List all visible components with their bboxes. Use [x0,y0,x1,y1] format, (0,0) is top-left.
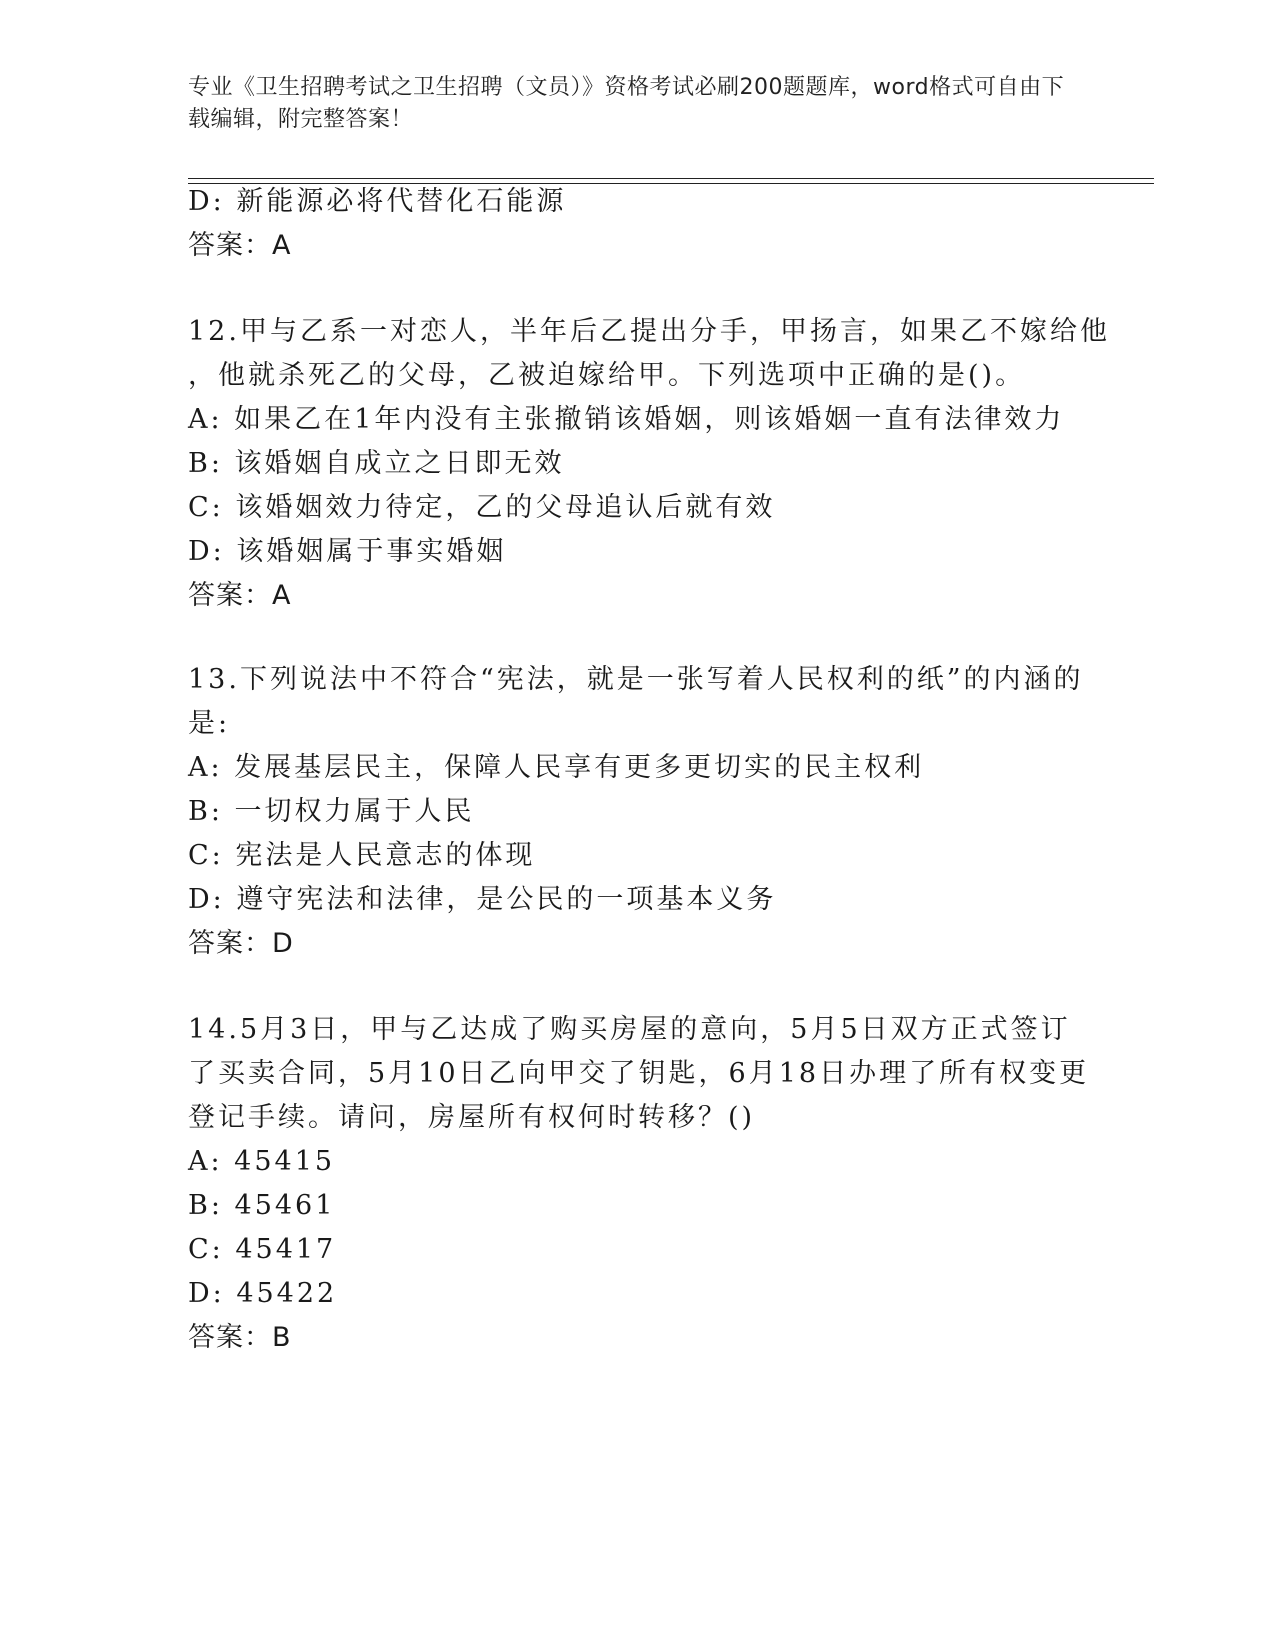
question-stem-line: 是: [188,708,231,739]
option-c: C: 45417 [188,1234,337,1265]
answer-line: 答案：A [188,230,292,261]
option-b: B: 45461 [188,1190,336,1221]
answer-line: 答案：A [188,580,292,611]
document-header [188,72,1068,136]
question-stem-line: ，他就杀死乙的父母，乙被迫嫁给甲。下列选项中正确的是()。 [188,360,1026,391]
question-stem-line: 13.下列说法中不符合“宪法，就是一张写着人民权利的纸”的内涵的 [188,664,1084,695]
option-a: A: 如果乙在1年内没有主张撤销该婚姻，则该婚姻一直有法律效力 [188,404,1065,435]
question-stem-line: 12.甲与乙系一对恋人，半年后乙提出分手，甲扬言，如果乙不嫁给他 [188,316,1110,347]
header-title: 专业《卫生招聘考试之卫生招聘（文员）》资格考试必刷200题题库，word格式可自由下载编辑，附完整答案！ [188,75,1065,132]
question-stem-line: 登记手续。请问，房屋所有权何时转移？() [188,1102,756,1133]
answer-line: 答案：B [188,1322,292,1353]
option-a: A: 发展基层民主，保障人民享有更多更切实的民主权利 [188,752,925,783]
option-d: D: 新能源必将代替化石能源 [188,186,567,217]
option-b: B: 一切权力属于人民 [188,796,475,827]
option-d: D: 45422 [188,1278,338,1309]
option-c: C: 宪法是人民意志的体现 [188,840,536,871]
header-divider-top [188,178,1154,179]
option-b: B: 该婚姻自成立之日即无效 [188,448,565,479]
question-stem-line: 了买卖合同，5月10日乙向甲交了钥匙，6月18日办理了所有权变更 [188,1058,1090,1089]
question-stem-line: 14.5月3日，甲与乙达成了购买房屋的意向，5月5日双方正式签订 [188,1014,1071,1045]
option-d: D: 该婚姻属于事实婚姻 [188,536,507,567]
option-a: A: 45415 [188,1146,336,1177]
option-d: D: 遵守宪法和法律，是公民的一项基本义务 [188,884,777,915]
option-c: C: 该婚姻效力待定，乙的父母追认后就有效 [188,492,776,523]
answer-line: 答案：D [188,928,294,959]
